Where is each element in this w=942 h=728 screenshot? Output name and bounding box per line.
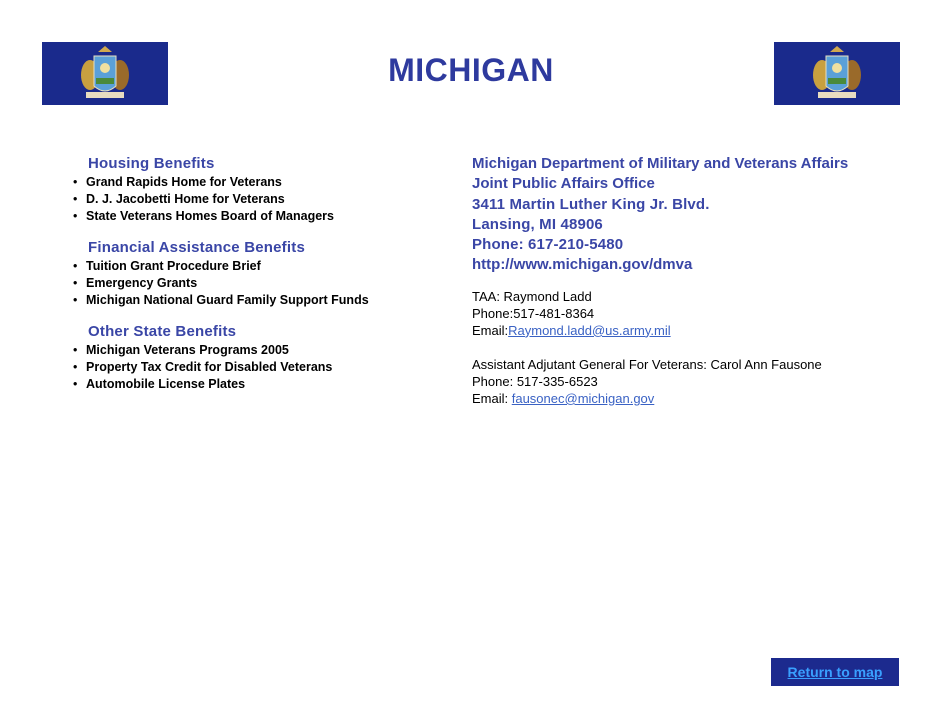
list-item[interactable]: • Property Tax Credit for Disabled Veterans bbox=[72, 359, 432, 376]
list-item[interactable]: • State Veterans Homes Board of Managers bbox=[72, 208, 432, 225]
contact-column bbox=[472, 154, 912, 407]
taa-phone: Phone:517-481-8364 bbox=[472, 305, 595, 321]
aag-contact bbox=[472, 356, 912, 407]
section-heading[interactable]: Other State Benefits bbox=[88, 323, 237, 340]
taa-contact bbox=[472, 288, 912, 339]
org-phone: Phone: 617-210-5480 bbox=[472, 236, 624, 254]
list-item[interactable]: • Emergency Grants bbox=[72, 275, 432, 292]
list-item[interactable]: • Automobile License Plates bbox=[72, 376, 432, 393]
housing-benefits-section bbox=[72, 155, 432, 225]
list-item[interactable]: • Tuition Grant Procedure Brief bbox=[72, 258, 432, 275]
org-address-block bbox=[472, 154, 912, 276]
benefits-column bbox=[72, 155, 432, 407]
aag-email-link[interactable]: fausonec@michigan.gov bbox=[511, 390, 655, 406]
taa-name: TAA: Raymond Ladd bbox=[472, 288, 592, 304]
section-heading[interactable]: Housing Benefits bbox=[88, 155, 215, 172]
email-label: Email: bbox=[472, 390, 512, 406]
org-name: Michigan Department of Military and Veterans Affairs bbox=[472, 155, 849, 172]
email-label: Email: bbox=[472, 322, 509, 338]
list-item[interactable]: • Grand Rapids Home for Veterans bbox=[72, 174, 432, 191]
taa-email-link[interactable]: Raymond.ladd@us.army.mil bbox=[508, 322, 671, 338]
list-item[interactable]: • D. J. Jacobetti Home for Veterans bbox=[72, 191, 432, 208]
street-address: 3411 Martin Luther King Jr. Blvd. bbox=[472, 195, 710, 213]
list-item[interactable]: • Michigan National Guard Family Support Funds bbox=[72, 292, 432, 309]
other-state-benefits-section bbox=[72, 323, 432, 393]
office-name: Joint Public Affairs Office bbox=[472, 175, 655, 193]
return-to-map-button[interactable]: Return to map bbox=[771, 658, 899, 686]
page-title: MICHIGAN bbox=[388, 52, 554, 88]
aag-name: Assistant Adjutant General For Veterans: Carol Ann Fausone bbox=[472, 356, 822, 372]
financial-assistance-section bbox=[72, 239, 432, 309]
list-item[interactable]: • Michigan Veterans Programs 2005 bbox=[72, 342, 432, 359]
org-website-link[interactable]: http://www.michigan.gov/dmva bbox=[472, 256, 693, 274]
city-address: Lansing, MI 48906 bbox=[472, 215, 603, 233]
aag-phone: Phone: 517-335-6523 bbox=[472, 373, 598, 389]
section-heading[interactable]: Financial Assistance Benefits bbox=[88, 239, 305, 256]
